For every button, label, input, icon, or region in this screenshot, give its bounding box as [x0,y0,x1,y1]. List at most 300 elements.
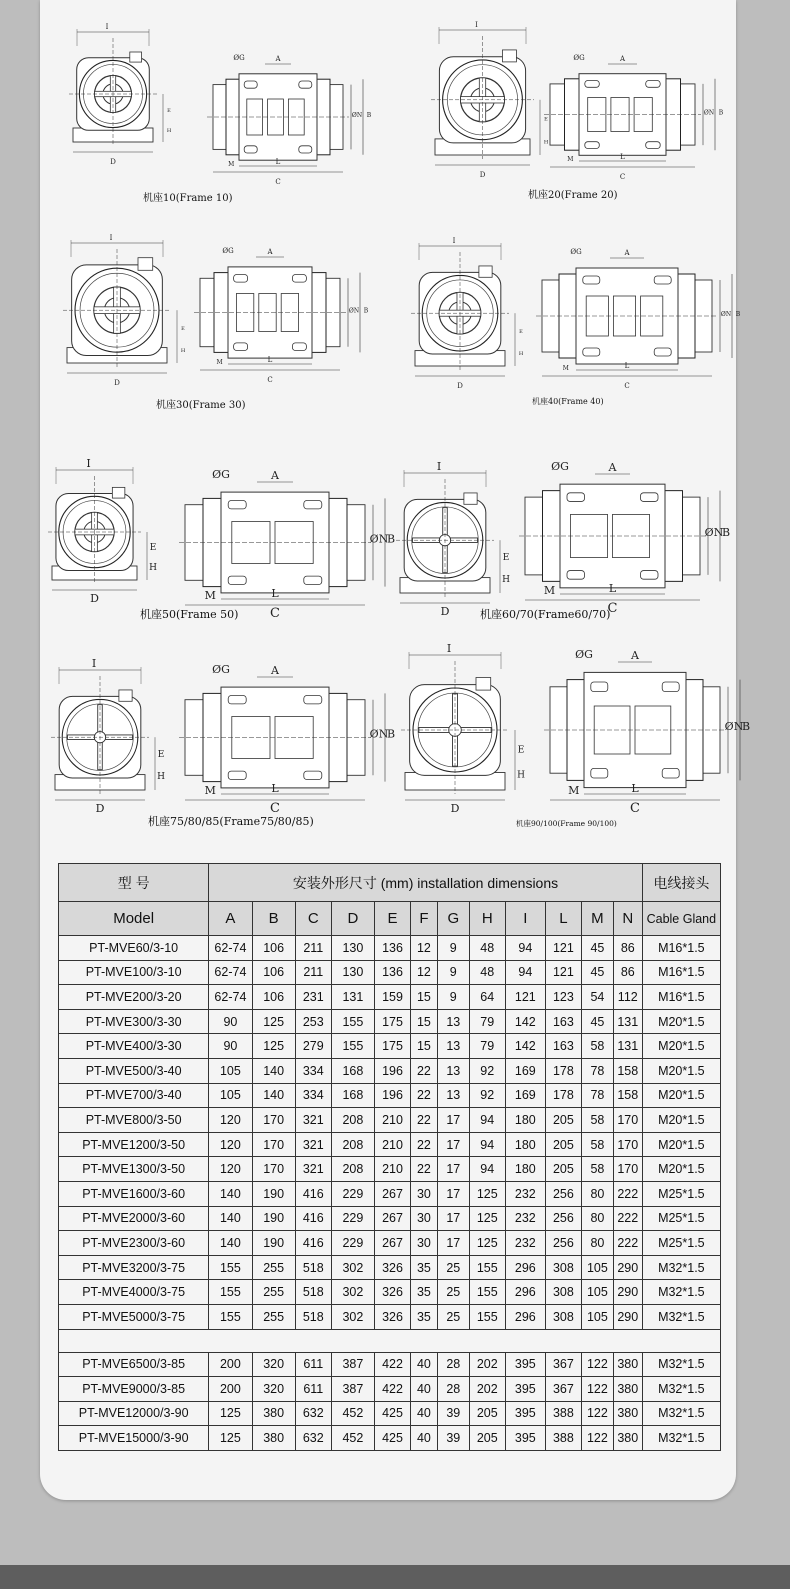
dim-label-g: ØG [233,54,245,62]
front-view [51,657,165,815]
dimension-cell: 17 [437,1231,469,1256]
dim-label-i: I [91,657,97,670]
model-cell: PT-MVE15000/3-90 [59,1426,209,1451]
model-cell: PT-MVE60/3-10 [59,936,209,961]
dim-label-a: A [267,248,273,256]
model-cell: PT-MVE100/3-10 [59,960,209,985]
table-body [59,936,721,1451]
dimension-cell: 94 [505,960,545,985]
dim-label-a: A [271,469,279,482]
dimension-cell: 62-74 [209,960,252,985]
dim-label-a: A [624,249,630,257]
dimension-cell: 296 [505,1255,545,1280]
dimension-cell: 125 [469,1231,505,1256]
table-row [59,1401,721,1426]
dim-label-c: C [270,801,280,816]
dimension-cell: 205 [545,1132,581,1157]
dimension-cell: 416 [295,1231,331,1256]
model-cell: PT-MVE700/3-40 [59,1083,209,1108]
drawing-frame10 [55,22,390,186]
dimension-cell: 229 [331,1231,374,1256]
dimension-cell: 158 [613,1083,642,1108]
dim-label-i: I [109,234,113,242]
dimension-cell: 208 [331,1108,374,1133]
dim-label-i: I [452,237,456,245]
side-view [179,468,395,621]
dim-label-c: C [619,173,626,181]
dim-label-b: B [721,526,731,539]
dimension-cell: 39 [437,1401,469,1426]
dimension-cell: 17 [437,1108,469,1133]
dimension-cell: 180 [505,1157,545,1182]
drawing-svg [395,445,735,618]
drawing-svg [40,650,396,820]
model-cell: PT-MVE2300/3-60 [59,1231,209,1256]
dim-label-i: I [475,21,478,29]
table-row [59,985,721,1010]
header-cable-en: Cable Gland [642,902,720,936]
table-row [59,936,721,961]
dimension-cell: 136 [375,936,411,961]
front-view [63,234,186,387]
side-view [179,663,395,816]
dimension-cell: 86 [613,960,642,985]
dimension-cell: 326 [375,1255,411,1280]
dim-label-d: D [440,605,450,618]
dimension-cell: 12 [411,936,438,961]
header-dimensions [209,864,642,902]
table-spacer-row [59,1329,721,1352]
model-cell: PT-MVE4000/3-75 [59,1280,209,1305]
dimension-cell: 175 [375,1009,411,1034]
dimension-cell: 395 [505,1426,545,1451]
dim-label-l: L [620,153,625,161]
dimension-cell: 380 [613,1377,642,1402]
dimension-cell: 48 [469,960,505,985]
dimension-cell: 130 [331,936,374,961]
dimension-cell: 395 [505,1377,545,1402]
dimension-cell: 202 [469,1352,505,1377]
dimension-cell: 45 [581,1009,613,1034]
dimension-cell: 222 [613,1181,642,1206]
header-model-zh: 型 号 [59,864,209,902]
dimension-cell: 387 [331,1377,374,1402]
dimension-cell: 125 [209,1401,252,1426]
dimension-cell: 200 [209,1352,252,1377]
dimension-cell: 255 [252,1304,295,1329]
dimension-cell: 425 [375,1401,411,1426]
dimension-cell: 155 [331,1034,374,1059]
dimension-cell: 120 [209,1157,252,1182]
table-row [59,1157,721,1182]
dim-label-a: A [275,55,281,63]
dim-label-b: B [735,311,741,318]
dimension-cell: 22 [411,1083,438,1108]
cable-gland-cell: M16*1.5 [642,936,720,961]
dimension-cell: 123 [545,985,581,1010]
cable-gland-cell: M32*1.5 [642,1255,720,1280]
column-header-m: M [581,902,613,936]
dimension-cell: 9 [437,985,469,1010]
table-row [59,1083,721,1108]
dimension-cell: 15 [411,1009,438,1034]
dimension-cell: 105 [209,1083,252,1108]
dim-label-e: E [167,108,171,114]
cable-gland-cell: M32*1.5 [642,1304,720,1329]
front-view [411,237,524,390]
dimension-table [58,863,721,1451]
dimension-cell: 45 [581,960,613,985]
dimension-cell: 140 [252,1058,295,1083]
dim-label-i: I [86,457,91,470]
dimension-cell: 155 [469,1280,505,1305]
front-view [431,21,549,179]
dim-label-n: ØN [348,307,360,315]
dim-label-i: I [446,642,452,655]
cable-gland-cell: M32*1.5 [642,1401,720,1426]
dim-label-m: M [567,156,574,163]
dimension-cell: 211 [295,960,331,985]
dimension-cell: 211 [295,936,331,961]
dimension-cell: 94 [469,1108,505,1133]
drawing-svg [400,642,751,820]
dimension-cell: 320 [252,1352,295,1377]
dim-label-b: B [386,727,396,741]
dim-label-e: E [502,553,510,563]
dimension-cell: 45 [581,936,613,961]
dimension-cell: 17 [437,1132,469,1157]
dim-label-a: A [271,664,279,677]
dimension-cell: 611 [295,1352,331,1377]
dimension-cell: 94 [469,1132,505,1157]
dimension-cell: 210 [375,1108,411,1133]
caption-frame90100: 机座90/100(Frame 90/100) [516,819,617,828]
dimension-cell: 62-74 [209,936,252,961]
dimension-cell: 40 [411,1401,438,1426]
dimension-cell: 15 [411,1034,438,1059]
front-view [48,457,157,605]
dim-label-h: H [517,770,525,781]
dim-label-l: L [271,782,279,795]
cable-gland-cell: M20*1.5 [642,1083,720,1108]
dimension-cell: 125 [469,1206,505,1231]
dimension-cell: 112 [613,985,642,1010]
dimension-cell: 229 [331,1206,374,1231]
dimension-cell: 22 [411,1157,438,1182]
dimension-cell: 79 [469,1009,505,1034]
dimension-cell: 125 [252,1034,295,1059]
dimension-cell: 140 [209,1206,252,1231]
dim-label-l: L [624,362,630,370]
dimension-cell: 28 [437,1352,469,1377]
dimension-cell: 155 [331,1009,374,1034]
dimension-cell: 17 [437,1206,469,1231]
dimension-cell: 326 [375,1304,411,1329]
dim-label-h: H [157,772,165,782]
dimension-cell: 25 [437,1280,469,1305]
dimension-cell: 632 [295,1426,331,1451]
dimension-cell: 170 [252,1108,295,1133]
side-view [194,247,369,384]
dimension-cell: 121 [545,960,581,985]
table-row [59,1426,721,1451]
dimension-cell: 94 [505,936,545,961]
model-cell: PT-MVE12000/3-90 [59,1401,209,1426]
dimension-cell: 125 [469,1181,505,1206]
dim-label-b: B [741,720,751,733]
dimension-cell: 190 [252,1206,295,1231]
side-view [536,248,741,390]
drawing-frame30 [55,228,390,388]
dimension-cell: 131 [613,1009,642,1034]
cable-gland-cell: M25*1.5 [642,1181,720,1206]
dim-label-l: L [275,158,281,166]
dimension-cell: 296 [505,1280,545,1305]
dimension-cell: 452 [331,1401,374,1426]
cable-gland-cell: M25*1.5 [642,1231,720,1256]
dimension-cell: 15 [411,985,438,1010]
dimension-cell: 90 [209,1009,252,1034]
dimension-cell: 387 [331,1352,374,1377]
dimension-cell: 205 [545,1157,581,1182]
dimension-cell: 279 [295,1034,331,1059]
model-cell: PT-MVE1200/3-50 [59,1132,209,1157]
model-cell: PT-MVE6500/3-85 [59,1352,209,1377]
dimension-cell: 380 [252,1426,295,1451]
dimension-cell: 320 [252,1377,295,1402]
dimension-cell: 12 [411,960,438,985]
dim-label-e: E [157,750,165,760]
model-cell: PT-MVE1300/3-50 [59,1157,209,1182]
dimension-cell: 267 [375,1181,411,1206]
dimension-cell: 256 [545,1231,581,1256]
dimension-cell: 80 [581,1181,613,1206]
dimension-cell: 158 [613,1058,642,1083]
drawing-frame20 [410,22,740,182]
caption-frame40: 机座40(Frame 40) [532,397,604,406]
dimension-cell: 205 [469,1426,505,1451]
dim-label-g: ØG [212,663,230,676]
side-view [519,460,730,616]
dimension-cell: 321 [295,1108,331,1133]
header-dims-zh: 安装外形尺寸 [292,875,377,892]
dimension-cell: 308 [545,1280,581,1305]
dimension-cell: 416 [295,1206,331,1231]
dimension-cell: 22 [411,1108,438,1133]
model-cell: PT-MVE500/3-40 [59,1058,209,1083]
dimension-cell: 58 [581,1132,613,1157]
dimension-cell: 140 [209,1231,252,1256]
cable-gland-cell: M20*1.5 [642,1058,720,1083]
drawing-svg [40,445,396,621]
dimension-cell: 131 [331,985,374,1010]
dimension-cell: 159 [375,985,411,1010]
front-view [401,642,525,815]
table-row [59,1132,721,1157]
dimension-cell: 308 [545,1255,581,1280]
drawing-frame50 [40,445,396,621]
caption-frame758085: 机座75/80/85(Frame75/80/85) [148,815,314,828]
dim-label-h: H [166,128,172,134]
dimension-cell: 58 [581,1034,613,1059]
dimension-cell: 105 [581,1304,613,1329]
dim-label-a: A [619,55,626,63]
dimension-cell: 122 [581,1352,613,1377]
dimension-cell: 30 [411,1231,438,1256]
dim-label-g: ØG [575,648,593,661]
dimension-cell: 232 [505,1206,545,1231]
dimension-cell: 208 [331,1132,374,1157]
table-row [59,1206,721,1231]
dimension-cell: 196 [375,1058,411,1083]
dimension-cell: 231 [295,985,331,1010]
column-header-e: E [375,902,411,936]
dimension-cell: 190 [252,1181,295,1206]
dimension-cell: 380 [252,1401,295,1426]
cable-gland-cell: M16*1.5 [642,960,720,985]
dimension-cell: 178 [545,1058,581,1083]
dimension-cell: 180 [505,1108,545,1133]
footer-bar [0,1565,790,1589]
dimension-cell: 125 [252,1009,295,1034]
dimension-cell: 452 [331,1426,374,1451]
dim-label-d: D [450,802,460,815]
dimension-cell: 302 [331,1280,374,1305]
cable-gland-cell: M20*1.5 [642,1132,720,1157]
cable-gland-cell: M20*1.5 [642,1009,720,1034]
dimension-cell: 136 [375,960,411,985]
table-row [59,1304,721,1329]
dimension-cell: 229 [331,1181,374,1206]
dim-label-h: H [149,563,157,573]
model-cell: PT-MVE5000/3-75 [59,1304,209,1329]
dimension-cell: 79 [469,1034,505,1059]
dimension-cell: 35 [411,1255,438,1280]
dimension-cell: 321 [295,1132,331,1157]
cable-gland-cell: M32*1.5 [642,1377,720,1402]
dimension-cell: 13 [437,1083,469,1108]
dimension-cell: 168 [331,1083,374,1108]
column-header-g: G [437,902,469,936]
table-header-row-1 [59,864,721,902]
dimension-cell: 35 [411,1280,438,1305]
dimension-cell: 121 [505,985,545,1010]
model-cell: PT-MVE800/3-50 [59,1108,209,1133]
dim-label-b: B [386,532,396,546]
dim-label-b: B [366,112,372,119]
dim-label-g: ØG [222,247,234,255]
dimension-cell: 78 [581,1083,613,1108]
dimension-cell: 92 [469,1058,505,1083]
dim-label-d: D [90,592,99,605]
caption-frame6070: 机座60/70(Frame60/70) [480,608,611,621]
dim-label-n: ØN [351,112,363,119]
dimension-cell: 205 [469,1401,505,1426]
dimension-cell: 140 [252,1083,295,1108]
dimension-cell: 205 [545,1108,581,1133]
table-row [59,960,721,985]
dimension-cell: 170 [252,1132,295,1157]
dimension-cell: 208 [331,1157,374,1182]
dimension-cell: 632 [295,1401,331,1426]
dimension-cell: 48 [469,936,505,961]
model-cell: PT-MVE400/3-30 [59,1034,209,1059]
dimension-cell: 35 [411,1304,438,1329]
cable-gland-cell: M32*1.5 [642,1426,720,1451]
dimension-cell: 13 [437,1058,469,1083]
dim-label-m: M [204,589,216,602]
drawing-svg [410,22,740,182]
dimension-cell: 232 [505,1231,545,1256]
table-row [59,1255,721,1280]
column-header-f: F [411,902,438,936]
table-row [59,1352,721,1377]
drawing-svg [410,228,740,388]
dimension-cell: 122 [581,1377,613,1402]
dimension-cell: 86 [613,936,642,961]
dimension-cell: 326 [375,1280,411,1305]
dim-label-l: L [608,582,617,595]
dimension-cell: 175 [375,1034,411,1059]
dimension-cell: 90 [209,1034,252,1059]
drawing-svg [55,22,390,186]
drawing-frame90100 [400,642,751,820]
dimension-cell: 367 [545,1352,581,1377]
dimension-cell: 17 [437,1181,469,1206]
dimension-cell: 422 [375,1352,411,1377]
dimension-cell: 308 [545,1304,581,1329]
header-model-en: Model [59,902,209,936]
dim-label-d: D [114,379,120,387]
column-header-a: A [209,902,252,936]
table-row [59,1181,721,1206]
dimension-cell: 190 [252,1231,295,1256]
dim-label-b: B [363,307,369,315]
cable-gland-cell: M20*1.5 [642,1157,720,1182]
dimension-cell: 296 [505,1304,545,1329]
dimension-cell: 13 [437,1034,469,1059]
dimension-cell: 155 [209,1280,252,1305]
drawing-frame758085 [40,650,396,820]
cable-gland-cell: M25*1.5 [642,1206,720,1231]
dim-label-n: ØN [703,109,715,117]
model-cell: PT-MVE200/3-20 [59,985,209,1010]
header-dims-en: (mm) installation dimensions [380,874,559,891]
dimension-cell: 196 [375,1083,411,1108]
dimension-cell: 22 [411,1058,438,1083]
side-view [207,54,372,186]
dimension-cell: 142 [505,1034,545,1059]
dimension-cell: 22 [411,1132,438,1157]
dim-label-m: M [568,784,580,797]
dimension-cell: 290 [613,1304,642,1329]
dimension-cell: 142 [505,1009,545,1034]
dimension-cell: 202 [469,1377,505,1402]
dim-label-n: ØN [724,720,744,733]
dim-label-l: L [271,587,279,600]
dimension-cell: 106 [252,960,295,985]
dimension-cell: 30 [411,1206,438,1231]
caption-frame30: 机座30(Frame 30) [156,400,246,411]
dim-label-e: E [149,543,157,553]
dimension-cell: 253 [295,1009,331,1034]
dim-label-c: C [624,382,630,390]
table-row [59,1377,721,1402]
dimension-cell: 9 [437,936,469,961]
table-row [59,1034,721,1059]
dimension-cell: 170 [252,1157,295,1182]
dim-label-d: D [479,171,486,179]
